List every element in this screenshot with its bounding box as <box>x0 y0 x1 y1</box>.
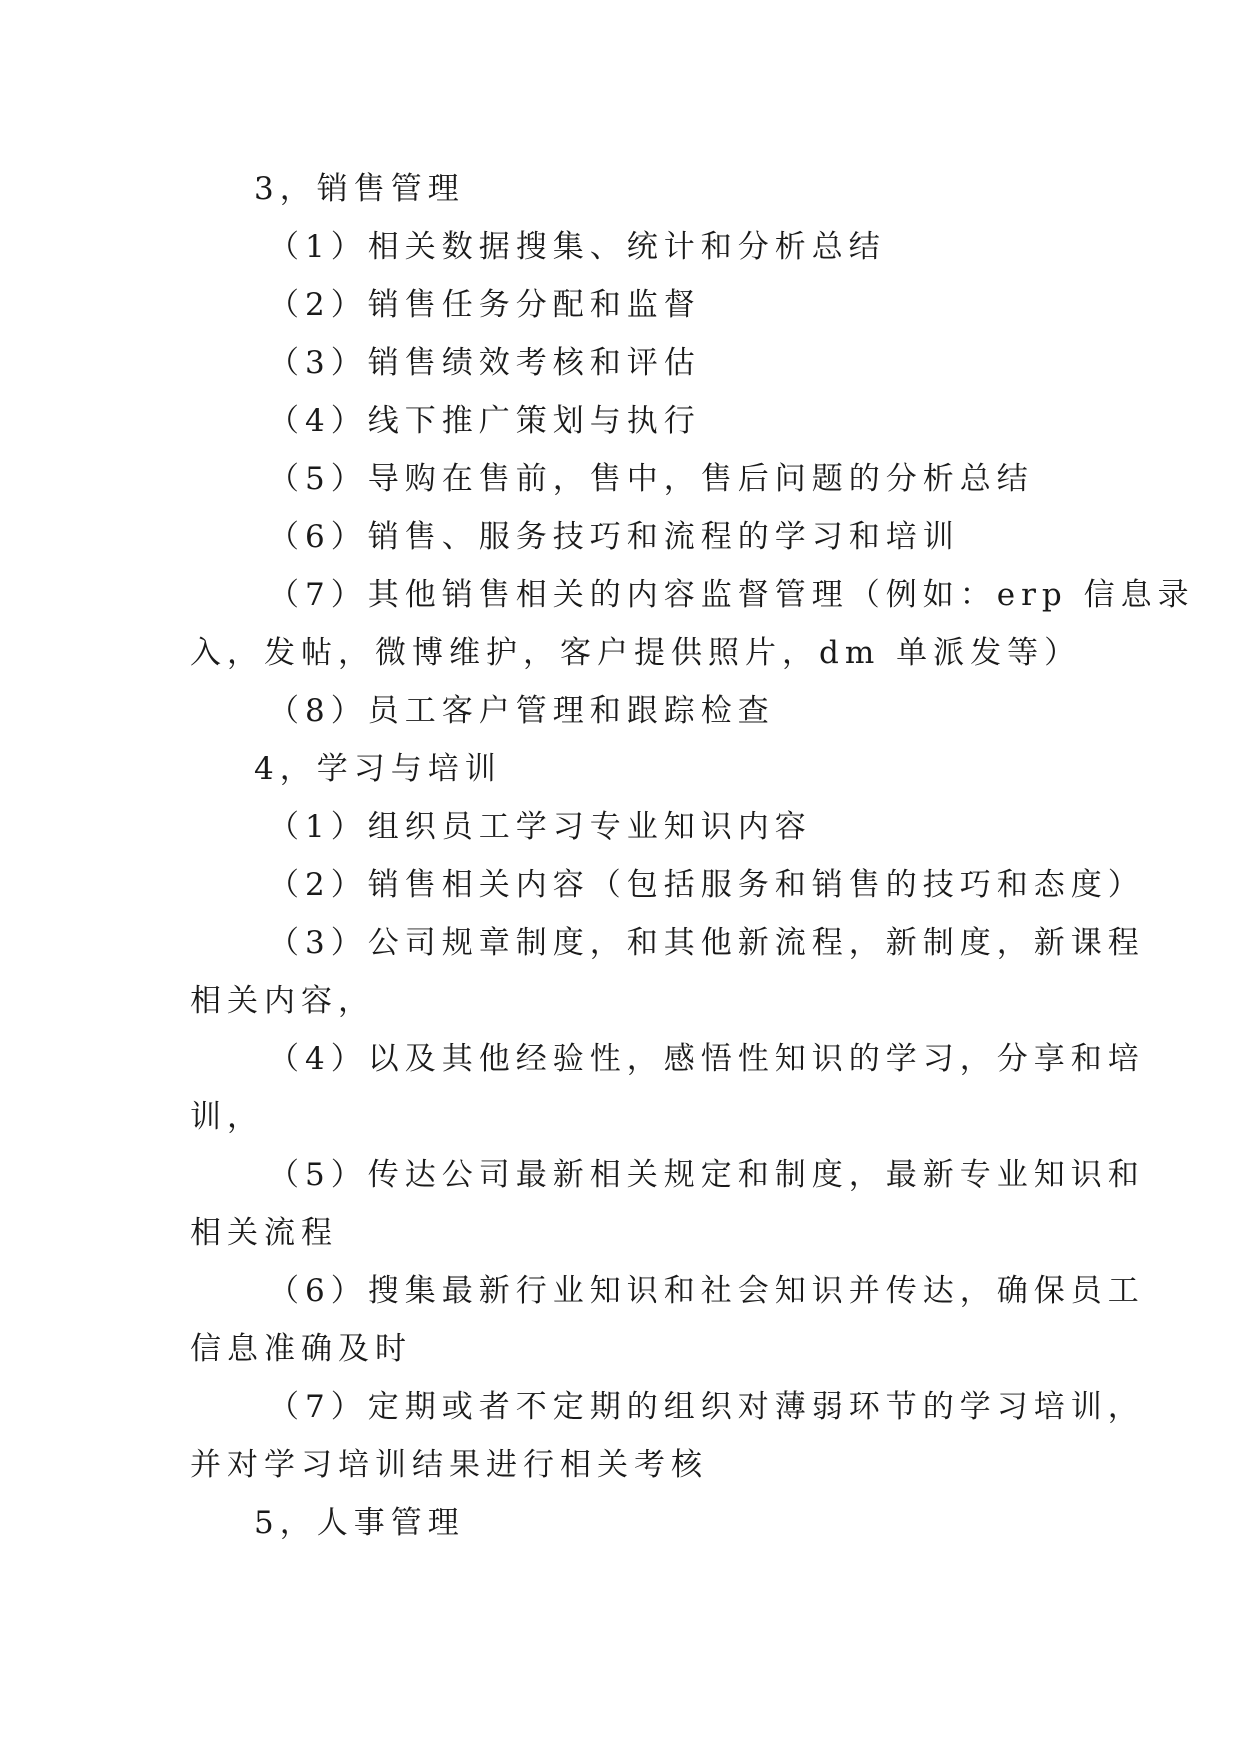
list-item-continuation: 相关内容， <box>190 983 375 1019</box>
section-heading-sales: 3，销售管理 <box>254 171 465 207</box>
list-item-continuation: 训， <box>190 1099 264 1135</box>
list-item: （4）线下推广策划与执行 <box>268 403 701 439</box>
list-item: （6）销售、服务技巧和流程的学习和培训 <box>268 519 960 555</box>
list-item: （6）搜集最新行业知识和社会知识并传达，确保员工 <box>268 1273 1145 1309</box>
list-item: （2）销售任务分配和监督 <box>268 287 701 323</box>
list-item: （3）销售绩效考核和评估 <box>268 345 701 381</box>
list-item: （2）销售相关内容（包括服务和销售的技巧和态度） <box>268 867 1145 903</box>
document-body <box>190 160 1195 1552</box>
list-item-continuation: 并对学习培训结果进行相关考核 <box>190 1447 708 1483</box>
list-item: （1）相关数据搜集、统计和分析总结 <box>268 229 886 265</box>
list-item: （4）以及其他经验性，感悟性知识的学习，分享和培 <box>268 1041 1145 1077</box>
list-item: （8）员工客户管理和跟踪检查 <box>268 693 775 729</box>
section-heading-hr: 5，人事管理 <box>254 1505 465 1541</box>
list-item: （7）其他销售相关的内容监督管理（例如：erp 信息录 <box>268 577 1195 613</box>
list-item: （5）传达公司最新相关规定和制度，最新专业知识和 <box>268 1157 1145 1193</box>
section-heading-training: 4，学习与培训 <box>254 751 502 787</box>
list-item: （1）组织员工学习专业知识内容 <box>268 809 812 845</box>
list-item-continuation: 入，发帖，微博维护，客户提供照片，dm 单派发等） <box>190 635 1082 671</box>
list-item: （3）公司规章制度，和其他新流程，新制度，新课程 <box>268 925 1145 961</box>
list-item-continuation: 相关流程 <box>190 1215 338 1251</box>
list-item: （5）导购在售前，售中，售后问题的分析总结 <box>268 461 1034 497</box>
list-item-continuation: 信息准确及时 <box>190 1331 412 1367</box>
list-item: （7）定期或者不定期的组织对薄弱环节的学习培训， <box>268 1389 1145 1425</box>
